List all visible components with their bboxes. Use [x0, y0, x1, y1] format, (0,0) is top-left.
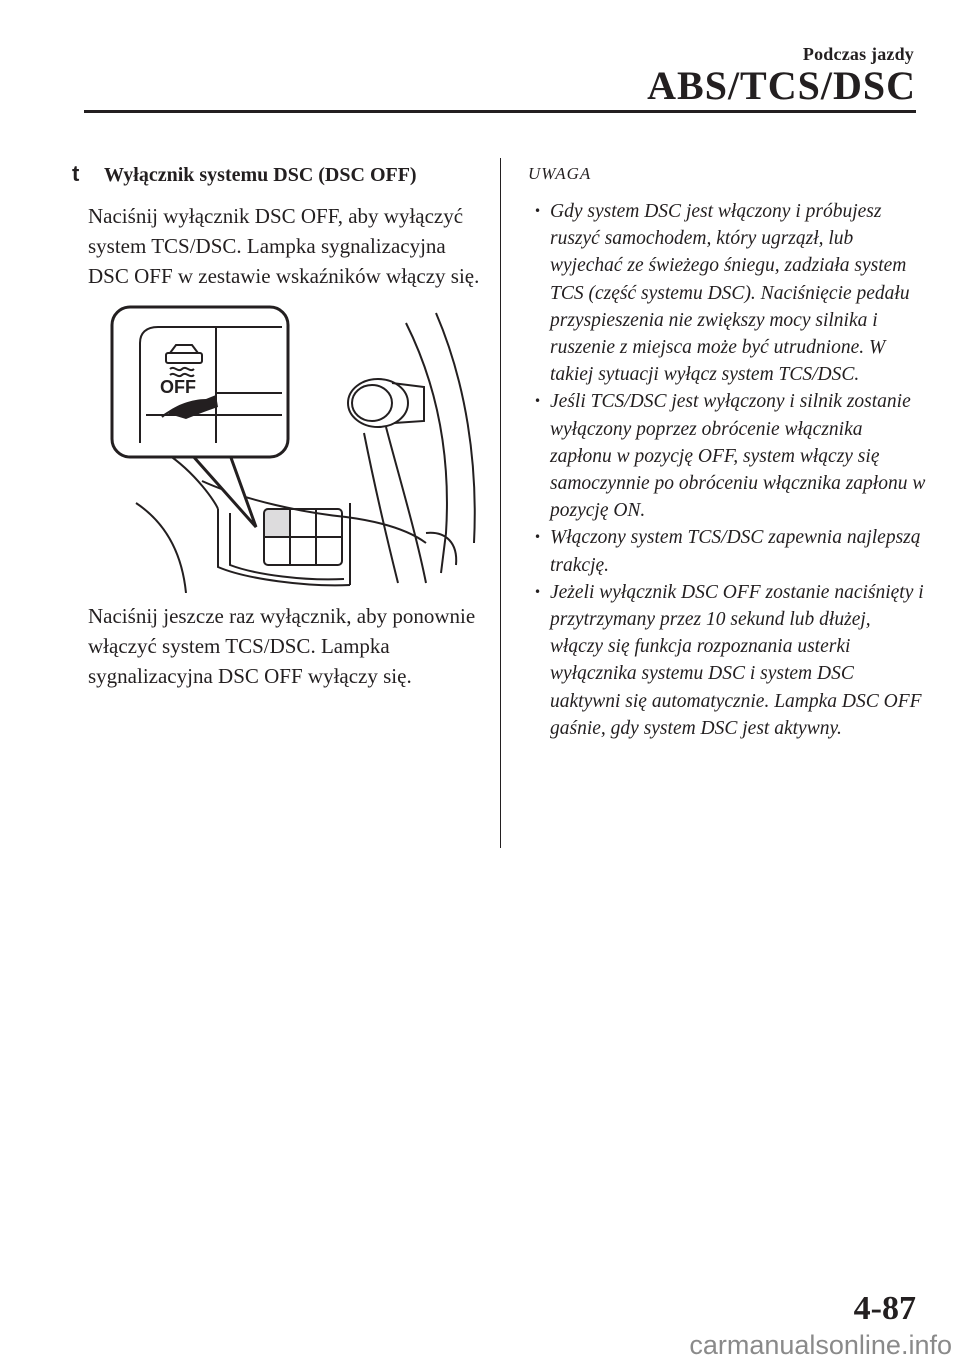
note-item-text: Jeśli TCS/DSC jest wyłączony i silnik zostanie wyłączony poprzez obrócenie włącznika zapłonu w pozycję OFF, system włączy się samoczynnie po obróceniu włącznika zapłonu w pozycję ON.	[550, 391, 926, 522]
note-item-text: Jeżeli wyłącznik DSC OFF zostanie naciśnięty i przytrzymany przez 10 sekund lub dłużej, włączy się funkcja rozpoznania usterki wyłącznika systemu DSC i system DSC uaktywni się automatycznie. Lampka DSC OFF gaśnie, gdy system DSC jest aktywny.	[550, 581, 924, 739]
bullet-icon: •	[534, 584, 542, 599]
header-rule	[84, 110, 916, 113]
page-number: 4-87	[853, 1290, 916, 1327]
section-heading	[72, 158, 488, 191]
note-item	[528, 388, 928, 524]
note-item	[528, 524, 928, 578]
note-item-text: Gdy system DSC jest włączony i próbujesz ruszyć samochodem, który ugrzązł, lub wyjechać ze świeżego śniegu, zadziała system TCS (część systemu DSC). Naciśnięcie pedału przyspieszenia nie zwiększy mocy silnika i ruszenie z miejsca może być utrudnione. W takiej sytuacji wyłącz system TCS/DSC.	[550, 201, 910, 386]
callout-pointer	[192, 455, 256, 527]
paragraph-disable: Naciśnij wyłącznik DSC OFF, aby wyłączyć system TCS/DSC. Lampka sygnalizacyjna DSC OFF w zestawie wskaźników włączy się.	[88, 204, 480, 288]
dsc-off-switch-illustration	[106, 303, 482, 593]
header-section: Podczas jazdy	[802, 44, 914, 64]
bullet-icon: •	[534, 204, 542, 218]
note-item	[528, 579, 928, 742]
heading-text: Wyłącznik systemu DSC (DSC OFF)	[104, 164, 417, 186]
note-item	[528, 198, 928, 388]
steering-column-drawing	[348, 313, 475, 583]
bullet-icon: •	[534, 394, 542, 409]
left-column	[72, 158, 488, 691]
column-divider	[500, 158, 501, 848]
off-label: OFF	[160, 377, 196, 397]
bullet-icon: •	[534, 530, 542, 545]
watermark[interactable]: carmanualsonline.info	[689, 1330, 952, 1360]
page-title: ABS/TCS/DSC	[647, 63, 916, 108]
dashboard-panel-drawing	[136, 453, 426, 593]
magnified-callout	[112, 307, 288, 457]
paragraph-enable: Naciśnij jeszcze raz wyłącznik, aby ponownie włączyć system TCS/DSC. Lampka sygnalizacyjna DSC OFF wyłączy się.	[88, 604, 476, 688]
note-label: UWAGA	[528, 164, 592, 183]
note-list	[528, 198, 928, 742]
note-item-text: Włączony system TCS/DSC zapewnia najlepszą trakcję.	[550, 527, 921, 576]
right-column	[528, 158, 928, 742]
heading-bullet-icon: t	[72, 161, 80, 186]
